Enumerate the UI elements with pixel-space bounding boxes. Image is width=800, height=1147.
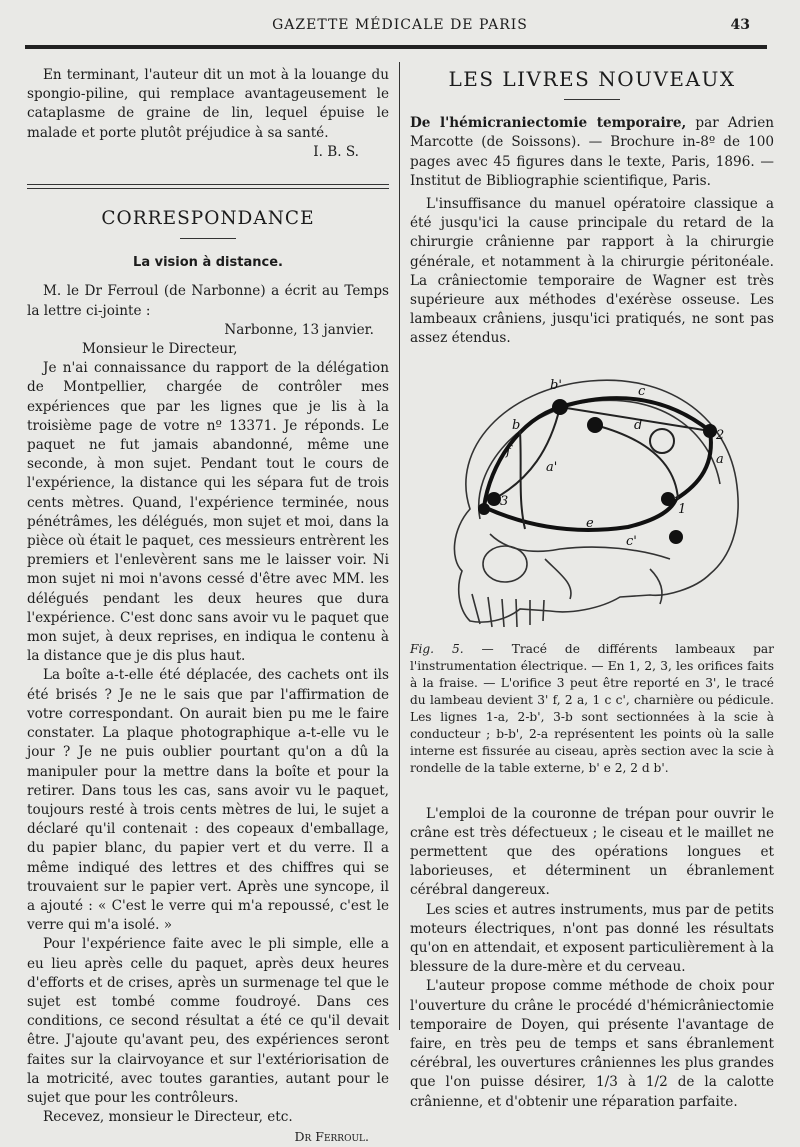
heading-rule — [180, 238, 236, 239]
intro-signature: I. B. S. — [313, 143, 359, 160]
figure-letter: a' — [546, 459, 558, 475]
figure-letter: 2 — [716, 427, 725, 443]
figure-letter: c' — [626, 533, 637, 549]
running-head — [0, 17, 800, 37]
figure-caption-text: — Tracé de différents lambeaux par l'instrumentation électrique. — En 1, 2, 3, les orifices faits à la fraise. — L'orifice 3 peut être reporté en 3', le tracé du lambeau devient 3' f, 2 a, 1 c c', charnière ou pédicule. Les lignes 1-a, 2-b', 3-b sont sectionnées à la scie à conducteur ; b-b', 2-a représentent les points où la salle interne est fissurée au ciseau, après section avec la scie à rondelle de la table externe, b' e 2, 2 d b'. — [410, 641, 774, 775]
book-details: par Adrien Marcotte (de Soissons). — Brochure in-8º de 100 pages avec 45 figures dans le texte, Paris, 1896. — Institut de Bibliographie scientifique, Paris. — [410, 115, 774, 189]
books-section-title: LES LIVRES NOUVEAUX — [448, 67, 736, 91]
book-paragraph: L'emploi de la couronne de trépan pour ouvrir le crâne est très défectueux ; le ciseau et le maillet ne permettent que des opérations longues et laborieuses, et déterminent un ébranlement cérébral dangereux. — [410, 805, 774, 899]
skull-figure — [410, 359, 774, 637]
figure-letter: a — [716, 451, 724, 467]
letter-paragraph: La boîte a-t-elle été déplacée, des cachets ont ils été brisés ? Je ne le sais que par l'affirmation de votre correspondant. On aurait bien pu me le faire constater. La plaque photographique a-t-elle vu le jour ? Je ne puis oublier pourtant qu'on a dû la manipuler pour la mettre dans la boîte et pour la retirer. Dans tous les cas, sans avoir vu le paquet, toujours resté à trois cents mètres de lui, le sujet a déclaré qu'il contenait : des copeaux d'emballage, du papier blanc, du papier vert et du verre. Il a même indiqué des lettres et des chiffres qui se trouvaient sur le papier vert. Après une syncope, il a ajouté : « C'est le verre qui m'a repoussé, c'est le verre qui m'a isolé. » — [27, 667, 389, 934]
book-paragraph: L'auteur propose comme méthode de choix pour l'ouverture du crâne le procédé d'hémicrâniectomie temporaire de Doyen, qui présente l'avantage de faire, en très peu de temps et sans ébranlement cérébral, les ouvertures crâniennes les plus grandes que l'on puisse désirer, 1/3 à 1/2 de la calotte crânienne, et d'obtenir une réparation parfaite. — [410, 978, 774, 1110]
figure-letter: d — [634, 417, 643, 433]
letter-place-date: Narbonne, 13 janvier. — [224, 321, 374, 338]
book-heading: De l'hémicraniectomie temporaire, — [410, 115, 687, 132]
letter-lead: M. le Dr Ferroul (de Narbonne) a écrit au Temps la lettre ci-jointe : — [27, 283, 389, 319]
book-paragraph: L'insuffisance du manuel opératoire classique a été jusqu'ici la cause principale du retard de la chirurgie crânienne par rapport à la chirurgie générale, et notamment à la chirurgie péritonéale. La crâniectomie temporaire de Wagner est très supérieure aux méthodes d'exérèse osseuse. Les lambeaux crâniens, jusqu'ici pratiqués, ne sont pas assez étendus. — [410, 196, 774, 347]
left-column — [27, 66, 389, 1147]
journal-title: GAZETTE MÉDICALE DE PARIS — [272, 17, 528, 33]
letter-salutation: Monsieur le Directeur, — [82, 341, 238, 358]
section-separator — [27, 184, 389, 189]
figure-caption — [410, 641, 774, 777]
figure-letter: c — [638, 383, 646, 399]
letter-closing: Recevez, monsieur le Directeur, etc. — [43, 1109, 293, 1126]
letter-signature: Dr Ferroul. — [294, 1129, 369, 1145]
letter-paragraph: Je n'ai connaissance du rapport de la délégation de Montpellier, chargée de contrôler mes expériences que par les lignes que je lis à la troisième page de votre nº 13371. Je réponds. Le paquet ne fut jamais abandonné, même une seconde, à mon sujet. Pendant tout le cours de l'expérience, la distance qui les sépara fut de trois cents mètres. Quand, l'expérience terminée, nous pénétrâmes, les délégués, mon sujet et moi, dans la pièce où était le paquet, ces messieurs entrèrent les premiers et l'enlevèrent sans me le laisser voir. Ni mon sujet ni moi n'avons cessé d'être avec MM. les délégués pendant les deux heures que dura l'expérience. C'est donc sans avoir vu le paquet que mon sujet, à deux reprises, en indiqua le contenu à la distance que je dis plus haut. — [27, 360, 389, 665]
book-paragraph: Les scies et autres instruments, mus par de petits moteurs électriques, n'ont pas donné les résultats qu'on en attendait, et exposent particulièrement à la blessure de la dure-mère et du cerveau. — [410, 901, 774, 976]
right-column — [410, 66, 774, 1112]
figure-label: Fig. 5. — [410, 641, 464, 656]
book-entry — [410, 114, 774, 191]
figure-letter: e — [586, 515, 594, 531]
page-number: 43 — [730, 17, 750, 33]
intro-paragraph: En terminant, l'auteur dit un mot à la louange du spongio-piline, qui remplace avantageusement le cataplasme de graine de lin, lequel épuise le malade et porte plutôt préjudice à sa santé. — [27, 67, 389, 141]
figure-letter: 3 — [500, 493, 509, 509]
skull-illustration — [410, 359, 774, 637]
figure-letter: b — [512, 417, 521, 433]
spacer — [410, 777, 774, 805]
figure-letter: 1 — [678, 501, 687, 517]
column-divider — [399, 62, 400, 1030]
correspondance-heading: CORRESPONDANCE — [101, 208, 315, 230]
figure-letter: f — [506, 443, 511, 459]
letter-paragraph: Pour l'expérience faite avec le pli simple, elle a eu lieu après celle du paquet, après deux heures d'efforts et de crises, après un surmenage tel que le sujet est tombé comme foudroyé. Dans ces conditions, ce second résultat a été ce qu'il devait être. J'ajoute qu'avant peu, des expériences seront faites sur la clairvoyance et sur l'extériorisation de la motricité, avec toutes garanties, autant pour le sujet que pour les contrôleurs. — [27, 936, 389, 1106]
header-rule — [25, 45, 767, 49]
figure-letter: b' — [550, 377, 562, 393]
article-title: La vision à distance. — [133, 255, 283, 271]
books-heading-rule — [564, 99, 620, 100]
